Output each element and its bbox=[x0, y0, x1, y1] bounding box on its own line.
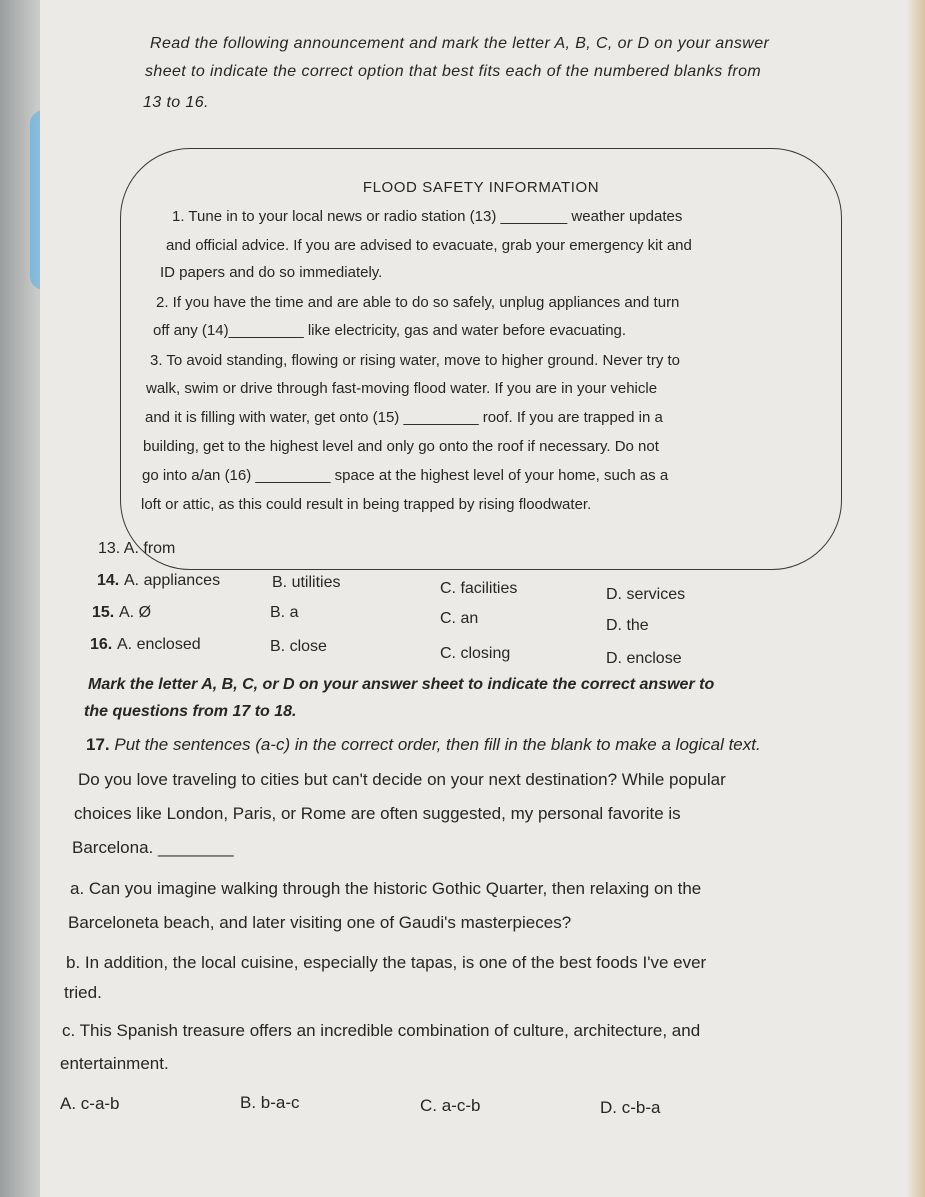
q17-intro-line-2: choices like London, Paris, or Rome are often suggested, my personal favorite is bbox=[74, 804, 681, 823]
question-17-prompt bbox=[86, 735, 761, 755]
q14-option-b: B. utilities bbox=[272, 574, 341, 591]
q14-option-c: C. facilities bbox=[440, 580, 518, 597]
instruction-line-1: Read the following announcement and mark the letter A, B, C, or D on your answer bbox=[150, 35, 770, 52]
q17-sentence-c-line-2: entertainment. bbox=[60, 1054, 169, 1073]
question-13-cropped: 13. A. from bbox=[98, 540, 176, 557]
instruction-line-3: 13 to 16. bbox=[143, 94, 209, 111]
q14-option-a: A. appliances bbox=[124, 572, 221, 589]
question-14-number: 14. bbox=[97, 572, 120, 589]
question-15-number: 15. bbox=[92, 604, 115, 621]
q17-option-c: C. a-c-b bbox=[420, 1096, 481, 1115]
photo-right-edge bbox=[907, 0, 925, 1197]
q17-intro-line-1: Do you love traveling to cities but can't decide on your next destination? While popular bbox=[78, 770, 726, 789]
instruction2-line-2: the questions from 17 to 18. bbox=[84, 703, 297, 720]
q17-sentence-c-line-1: c. This Spanish treasure offers an incredible combination of culture, architecture, and bbox=[62, 1021, 701, 1040]
notice-line: and it is filling with water, get onto (15) _________ roof. If you are trapped in a bbox=[145, 409, 663, 426]
announcement-title: FLOOD SAFETY INFORMATION bbox=[362, 179, 600, 196]
question-16-number: 16. bbox=[90, 636, 113, 653]
q15-option-c: C. an bbox=[440, 610, 479, 627]
notice-line: 1. Tune in to your local news or radio station (13) ________ weather updates bbox=[172, 208, 683, 225]
q16-option-a: A. enclosed bbox=[117, 636, 201, 653]
notice-line: 3. To avoid standing, flowing or rising water, move to higher ground. Never try to bbox=[150, 352, 681, 369]
q15-option-d: D. the bbox=[606, 617, 649, 634]
q15-option-a: A. Ø bbox=[119, 604, 152, 621]
q15-option-b: B. a bbox=[270, 604, 299, 621]
notice-line: ID papers and do so immediately. bbox=[160, 264, 383, 281]
notice-line: 2. If you have the time and are able to do so safely, unplug appliances and turn bbox=[156, 294, 680, 311]
notice-line: walk, swim or drive through fast-moving flood water. If you are in your vehicle bbox=[146, 380, 658, 397]
notice-line: building, get to the highest level and only go onto the roof if necessary. Do not bbox=[143, 438, 659, 455]
question-17-number: 17. bbox=[86, 735, 110, 754]
notice-line: and official advice. If you are advised to evacuate, grab your emergency kit and bbox=[166, 237, 692, 254]
q17-sentence-b-line-1: b. In addition, the local cuisine, especially the tapas, is one of the best foods I've ever bbox=[66, 953, 707, 972]
question-17-instruction: Put the sentences (a-c) in the correct order, then fill in the blank to make a logical text. bbox=[114, 735, 761, 754]
q16-option-b: B. close bbox=[270, 638, 327, 655]
instruction-line-2: sheet to indicate the correct option that best fits each of the numbered blanks from bbox=[145, 63, 762, 80]
q17-sentence-b-line-2: tried. bbox=[64, 983, 102, 1002]
q16-option-d: D. enclose bbox=[606, 650, 682, 667]
q17-option-d: D. c-b-a bbox=[600, 1098, 661, 1117]
q17-option-a: A. c-a-b bbox=[60, 1094, 120, 1113]
q14-option-d: D. services bbox=[606, 586, 686, 603]
q17-intro-line-3: Barcelona. ________ bbox=[72, 838, 234, 857]
q17-sentence-a-line-1: a. Can you imagine walking through the historic Gothic Quarter, then relaxing on the bbox=[70, 879, 702, 898]
q17-option-b: B. b-a-c bbox=[240, 1093, 300, 1112]
q17-sentence-a-line-2: Barceloneta beach, and later visiting one of Gaudi's masterpieces? bbox=[68, 913, 572, 932]
instruction2-line-1: Mark the letter A, B, C, or D on your answer sheet to indicate the correct answer to bbox=[88, 676, 715, 693]
notice-line: off any (14)_________ like electricity, gas and water before evacuating. bbox=[153, 322, 627, 339]
notice-line: go into a/an (16) _________ space at the highest level of your home, such as a bbox=[142, 467, 669, 484]
q16-option-c: C. closing bbox=[440, 645, 511, 662]
notice-line: loft or attic, as this could result in being trapped by rising floodwater. bbox=[141, 496, 592, 513]
